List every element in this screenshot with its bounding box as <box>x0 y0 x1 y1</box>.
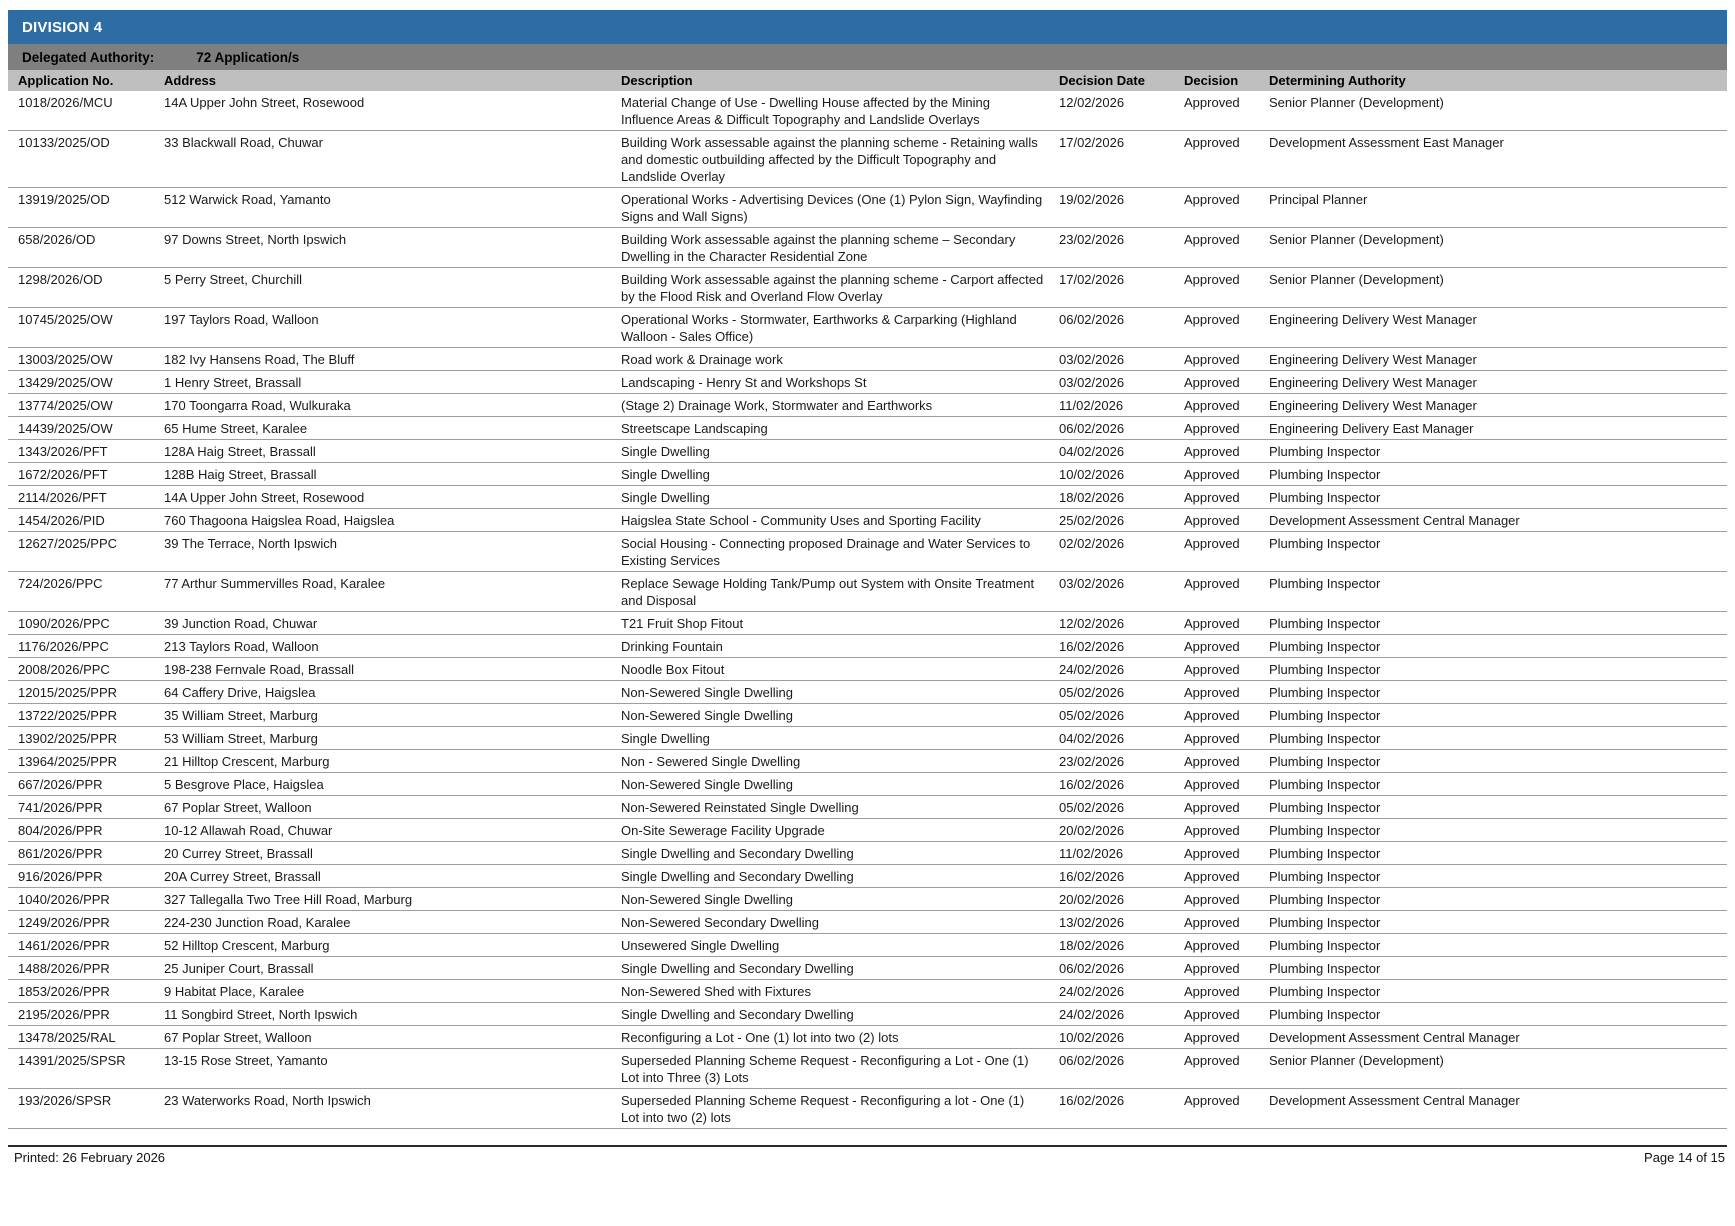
cell-authority: Development Assessment Central Manager <box>1263 1089 1727 1129</box>
cell-address: 213 Taylors Road, Walloon <box>158 635 615 658</box>
cell-description: Single Dwelling <box>615 727 1053 750</box>
cell-decision: Approved <box>1178 1003 1263 1026</box>
cell-address: 53 William Street, Marburg <box>158 727 615 750</box>
cell-app-no: 1461/2026/PPR <box>8 934 158 957</box>
cell-decision: Approved <box>1178 463 1263 486</box>
cell-address: 35 William Street, Marburg <box>158 704 615 727</box>
cell-authority: Plumbing Inspector <box>1263 842 1727 865</box>
cell-decision: Approved <box>1178 773 1263 796</box>
cell-decision: Approved <box>1178 727 1263 750</box>
cell-app-no: 12627/2025/PPC <box>8 532 158 572</box>
cell-description: Replace Sewage Holding Tank/Pump out System with Onsite Treatment and Disposal <box>615 572 1053 612</box>
table-row <box>8 371 1727 394</box>
cell-description: Building Work assessable against the planning scheme - Carport affected by the Flood Risk and Overland Flow Overlay <box>615 268 1053 308</box>
cell-address: 65 Hume Street, Karalee <box>158 417 615 440</box>
cell-description: Non-Sewered Single Dwelling <box>615 888 1053 911</box>
cell-authority: Plumbing Inspector <box>1263 750 1727 773</box>
cell-app-no: 1176/2026/PPC <box>8 635 158 658</box>
cell-address: 128A Haig Street, Brassall <box>158 440 615 463</box>
cell-address: 25 Juniper Court, Brassall <box>158 957 615 980</box>
cell-decision-date: 23/02/2026 <box>1053 750 1178 773</box>
table-row <box>8 957 1727 980</box>
cell-decision-date: 17/02/2026 <box>1053 131 1178 188</box>
cell-authority: Plumbing Inspector <box>1263 635 1727 658</box>
cell-description: Non-Sewered Single Dwelling <box>615 681 1053 704</box>
cell-app-no: 193/2026/SPSR <box>8 1089 158 1129</box>
cell-app-no: 1672/2026/PFT <box>8 463 158 486</box>
cell-description: Non - Sewered Single Dwelling <box>615 750 1053 773</box>
cell-decision-date: 24/02/2026 <box>1053 658 1178 681</box>
cell-description: Single Dwelling <box>615 440 1053 463</box>
table-row <box>8 773 1727 796</box>
cell-address: 77 Arthur Summervilles Road, Karalee <box>158 572 615 612</box>
cell-app-no: 14391/2025/SPSR <box>8 1049 158 1089</box>
cell-description: Superseded Planning Scheme Request - Reconfiguring a lot - One (1) Lot into two (2) lots <box>615 1089 1053 1129</box>
cell-app-no: 13722/2025/PPR <box>8 704 158 727</box>
cell-decision-date: 18/02/2026 <box>1053 486 1178 509</box>
cell-app-no: 741/2026/PPR <box>8 796 158 819</box>
cell-authority: Development Assessment Central Manager <box>1263 509 1727 532</box>
cell-authority: Plumbing Inspector <box>1263 704 1727 727</box>
cell-decision-date: 04/02/2026 <box>1053 727 1178 750</box>
cell-authority: Plumbing Inspector <box>1263 727 1727 750</box>
cell-authority: Plumbing Inspector <box>1263 819 1727 842</box>
footer-divider <box>8 1145 1727 1147</box>
cell-authority: Plumbing Inspector <box>1263 572 1727 612</box>
cell-decision-date: 05/02/2026 <box>1053 704 1178 727</box>
cell-authority: Plumbing Inspector <box>1263 911 1727 934</box>
cell-decision-date: 18/02/2026 <box>1053 934 1178 957</box>
cell-authority: Plumbing Inspector <box>1263 658 1727 681</box>
printed-date: Printed: 26 February 2026 <box>14 1150 166 1165</box>
cell-decision: Approved <box>1178 532 1263 572</box>
cell-address: 182 Ivy Hansens Road, The Bluff <box>158 348 615 371</box>
cell-authority: Development Assessment Central Manager <box>1263 1026 1727 1049</box>
table-row <box>8 612 1727 635</box>
division-header-bar <box>8 10 1727 44</box>
cell-decision: Approved <box>1178 934 1263 957</box>
cell-authority: Plumbing Inspector <box>1263 773 1727 796</box>
column-header-application-no: Application No. <box>8 70 158 91</box>
cell-app-no: 667/2026/PPR <box>8 773 158 796</box>
delegated-authority-bar <box>8 44 1727 70</box>
cell-description: Single Dwelling and Secondary Dwelling <box>615 1003 1053 1026</box>
cell-decision-date: 25/02/2026 <box>1053 509 1178 532</box>
table-row <box>8 888 1727 911</box>
cell-app-no: 13902/2025/PPR <box>8 727 158 750</box>
table-row <box>8 635 1727 658</box>
cell-authority: Plumbing Inspector <box>1263 681 1727 704</box>
page-number: Page 14 of 15 <box>1644 1150 1725 1165</box>
cell-decision: Approved <box>1178 1089 1263 1129</box>
cell-address: 20A Currey Street, Brassall <box>158 865 615 888</box>
cell-authority: Engineering Delivery West Manager <box>1263 348 1727 371</box>
cell-address: 14A Upper John Street, Rosewood <box>158 486 615 509</box>
cell-address: 198-238 Fernvale Road, Brassall <box>158 658 615 681</box>
cell-description: Unsewered Single Dwelling <box>615 934 1053 957</box>
cell-authority: Plumbing Inspector <box>1263 796 1727 819</box>
cell-description: Single Dwelling and Secondary Dwelling <box>615 865 1053 888</box>
cell-app-no: 1488/2026/PPR <box>8 957 158 980</box>
cell-authority: Engineering Delivery West Manager <box>1263 394 1727 417</box>
cell-decision: Approved <box>1178 509 1263 532</box>
cell-authority: Plumbing Inspector <box>1263 980 1727 1003</box>
cell-address: 512 Warwick Road, Yamanto <box>158 188 615 228</box>
delegated-authority-label: Delegated Authority: <box>22 50 155 65</box>
cell-address: 13-15 Rose Street, Yamanto <box>158 1049 615 1089</box>
cell-decision-date: 12/02/2026 <box>1059 95 1125 110</box>
cell-address: 760 Thagoona Haigslea Road, Haigslea <box>158 509 615 532</box>
cell-address: 197 Taylors Road, Walloon <box>158 308 615 348</box>
cell-decision-date: 11/02/2026 <box>1053 394 1178 417</box>
cell-authority: Engineering Delivery West Manager <box>1263 308 1727 348</box>
cell-app-no: 1040/2026/PPR <box>8 888 158 911</box>
table-row <box>8 1003 1727 1026</box>
cell-app-no: 724/2026/PPC <box>8 572 158 612</box>
cell-decision-date: 16/02/2026 <box>1053 865 1178 888</box>
cell-description: Operational Works - Advertising Devices (One (1) Pylon Sign, Wayfinding Signs and Wall Signs) <box>615 188 1053 228</box>
cell-app-no: 2195/2026/PPR <box>8 1003 158 1026</box>
cell-description: Non-Sewered Shed with Fixtures <box>615 980 1053 1003</box>
cell-decision: Approved <box>1178 796 1263 819</box>
table-row <box>8 394 1727 417</box>
cell-app-no: 1454/2026/PID <box>8 509 158 532</box>
cell-app-no: 916/2026/PPR <box>8 865 158 888</box>
cell-decision-date: 24/02/2026 <box>1053 980 1178 1003</box>
cell-address: 5 Besgrove Place, Haigslea <box>158 773 615 796</box>
table-row <box>8 1026 1727 1049</box>
cell-address: 5 Perry Street, Churchill <box>158 268 615 308</box>
cell-description: On-Site Sewerage Facility Upgrade <box>615 819 1053 842</box>
cell-description: Non-Sewered Secondary Dwelling <box>615 911 1053 934</box>
table-row <box>8 1049 1727 1089</box>
cell-address: 170 Toongarra Road, Wulkuraka <box>158 394 615 417</box>
cell-app-no: 861/2026/PPR <box>8 842 158 865</box>
cell-authority: Plumbing Inspector <box>1263 463 1727 486</box>
cell-decision-date: 11/02/2026 <box>1053 842 1178 865</box>
cell-decision-date: 20/02/2026 <box>1053 888 1178 911</box>
cell-authority: Engineering Delivery West Manager <box>1263 371 1727 394</box>
division-title: DIVISION 4 <box>22 19 103 36</box>
table-row <box>8 842 1727 865</box>
cell-app-no: 1343/2026/PFT <box>8 440 158 463</box>
cell-authority: Senior Planner (Development) <box>1269 95 1444 110</box>
cell-decision: Approved <box>1178 131 1263 188</box>
cell-decision-date: 05/02/2026 <box>1053 796 1178 819</box>
cell-address: 39 Junction Road, Chuwar <box>158 612 615 635</box>
table-row <box>8 865 1727 888</box>
table-row <box>8 91 1727 131</box>
table-row <box>8 532 1727 572</box>
cell-app-no: 2114/2026/PFT <box>8 486 158 509</box>
table-row <box>8 131 1727 188</box>
table-row <box>8 228 1727 268</box>
cell-decision: Approved <box>1184 95 1240 110</box>
table-row <box>8 486 1727 509</box>
cell-decision: Approved <box>1178 228 1263 268</box>
cell-app-no: 12015/2025/PPR <box>8 681 158 704</box>
cell-decision-date: 23/02/2026 <box>1053 228 1178 268</box>
cell-app-no: 13478/2025/RAL <box>8 1026 158 1049</box>
cell-authority: Plumbing Inspector <box>1263 532 1727 572</box>
table-row <box>8 980 1727 1003</box>
cell-decision-date: 16/02/2026 <box>1053 635 1178 658</box>
cell-description: Reconfiguring a Lot - One (1) lot into two (2) lots <box>615 1026 1053 1049</box>
cell-decision-date: 10/02/2026 <box>1053 463 1178 486</box>
table-row <box>8 348 1727 371</box>
cell-decision: Approved <box>1178 957 1263 980</box>
cell-address: 33 Blackwall Road, Chuwar <box>158 131 615 188</box>
cell-decision: Approved <box>1178 1026 1263 1049</box>
cell-app-no: 13003/2025/OW <box>8 348 158 371</box>
cell-description: Road work & Drainage work <box>615 348 1053 371</box>
table-row <box>8 308 1727 348</box>
cell-address: 64 Caffery Drive, Haigslea <box>158 681 615 704</box>
cell-decision-date: 19/02/2026 <box>1053 188 1178 228</box>
cell-description: Building Work assessable against the planning scheme - Retaining walls and domestic outbuilding affected by the Difficult Topography and Landslide Overlay <box>615 131 1053 188</box>
table-row <box>8 268 1727 308</box>
cell-description: Streetscape Landscaping <box>615 417 1053 440</box>
cell-decision-date: 06/02/2026 <box>1053 417 1178 440</box>
column-header-decision-date: Decision Date <box>1053 70 1178 91</box>
page-footer <box>14 1150 1725 1165</box>
cell-app-no: 13964/2025/PPR <box>8 750 158 773</box>
table-row <box>8 440 1727 463</box>
cell-description: Building Work assessable against the planning scheme – Secondary Dwelling in the Character Residential Zone <box>615 228 1053 268</box>
cell-decision: Approved <box>1178 486 1263 509</box>
cell-address: 97 Downs Street, North Ipswich <box>158 228 615 268</box>
cell-authority: Plumbing Inspector <box>1263 865 1727 888</box>
cell-address: 224-230 Junction Road, Karalee <box>158 911 615 934</box>
cell-description: Landscaping - Henry St and Workshops St <box>615 371 1053 394</box>
cell-authority: Plumbing Inspector <box>1263 934 1727 957</box>
cell-decision: Approved <box>1178 865 1263 888</box>
cell-address: 52 Hilltop Crescent, Marburg <box>158 934 615 957</box>
cell-address: 9 Habitat Place, Karalee <box>158 980 615 1003</box>
cell-address: 1 Henry Street, Brassall <box>158 371 615 394</box>
cell-decision: Approved <box>1178 1049 1263 1089</box>
table-row <box>8 681 1727 704</box>
cell-decision-date: 03/02/2026 <box>1053 348 1178 371</box>
column-header-decision: Decision <box>1178 70 1263 91</box>
table-row <box>8 819 1727 842</box>
cell-address: 67 Poplar Street, Walloon <box>158 1026 615 1049</box>
table-row <box>8 658 1727 681</box>
cell-decision: Approved <box>1178 888 1263 911</box>
cell-decision-date: 17/02/2026 <box>1053 268 1178 308</box>
cell-decision: Approved <box>1178 658 1263 681</box>
cell-description: Social Housing - Connecting proposed Drainage and Water Services to Existing Services <box>615 532 1053 572</box>
cell-decision-date: 20/02/2026 <box>1053 819 1178 842</box>
cell-decision: Approved <box>1178 188 1263 228</box>
cell-decision-date: 04/02/2026 <box>1053 440 1178 463</box>
cell-authority: Senior Planner (Development) <box>1263 1049 1727 1089</box>
cell-decision-date: 05/02/2026 <box>1053 681 1178 704</box>
cell-address: 10-12 Allawah Road, Chuwar <box>158 819 615 842</box>
cell-address: 14A Upper John Street, Rosewood <box>164 95 365 110</box>
cell-description: Single Dwelling <box>615 486 1053 509</box>
table-row <box>8 417 1727 440</box>
table-row <box>8 796 1727 819</box>
cell-decision-date: 13/02/2026 <box>1053 911 1178 934</box>
table-row <box>8 509 1727 532</box>
cell-description: Single Dwelling and Secondary Dwelling <box>615 842 1053 865</box>
table-row <box>8 463 1727 486</box>
cell-address: 11 Songbird Street, North Ipswich <box>158 1003 615 1026</box>
cell-app-no: 1090/2026/PPC <box>8 612 158 635</box>
cell-address: 327 Tallegalla Two Tree Hill Road, Marburg <box>158 888 615 911</box>
cell-authority: Principal Planner <box>1263 188 1727 228</box>
cell-authority: Plumbing Inspector <box>1263 486 1727 509</box>
cell-address: 20 Currey Street, Brassall <box>158 842 615 865</box>
table-row <box>8 572 1727 612</box>
cell-decision: Approved <box>1178 308 1263 348</box>
cell-decision-date: 06/02/2026 <box>1053 957 1178 980</box>
cell-description: Superseded Planning Scheme Request - Reconfiguring a Lot - One (1) Lot into Three (3) Lots <box>615 1049 1053 1089</box>
cell-address: 67 Poplar Street, Walloon <box>158 796 615 819</box>
table-row <box>8 911 1727 934</box>
cell-decision: Approved <box>1178 440 1263 463</box>
cell-decision: Approved <box>1178 842 1263 865</box>
cell-address: 23 Waterworks Road, North Ipswich <box>158 1089 615 1129</box>
cell-decision-date: 16/02/2026 <box>1053 1089 1178 1129</box>
cell-description: Non-Sewered Single Dwelling <box>615 773 1053 796</box>
cell-authority: Plumbing Inspector <box>1263 612 1727 635</box>
cell-description: Single Dwelling <box>615 463 1053 486</box>
column-header-description: Description <box>615 70 1053 91</box>
cell-app-no: 658/2026/OD <box>8 228 158 268</box>
cell-decision-date: 02/02/2026 <box>1053 532 1178 572</box>
cell-description: Noodle Box Fitout <box>615 658 1053 681</box>
cell-authority: Plumbing Inspector <box>1263 440 1727 463</box>
table-row <box>8 1089 1727 1129</box>
cell-authority: Senior Planner (Development) <box>1263 228 1727 268</box>
cell-decision: Approved <box>1178 612 1263 635</box>
cell-description: Operational Works - Stormwater, Earthworks & Carparking (Highland Walloon - Sales Office) <box>615 308 1053 348</box>
cell-authority: Engineering Delivery East Manager <box>1263 417 1727 440</box>
cell-decision-date: 12/02/2026 <box>1053 612 1178 635</box>
cell-description: (Stage 2) Drainage Work, Stormwater and Earthworks <box>615 394 1053 417</box>
cell-decision: Approved <box>1178 819 1263 842</box>
cell-description: Drinking Fountain <box>615 635 1053 658</box>
cell-description: Single Dwelling and Secondary Dwelling <box>615 957 1053 980</box>
cell-authority: Plumbing Inspector <box>1263 888 1727 911</box>
cell-authority: Development Assessment East Manager <box>1263 131 1727 188</box>
cell-decision: Approved <box>1178 681 1263 704</box>
cell-description: T21 Fruit Shop Fitout <box>615 612 1053 635</box>
cell-app-no: 1018/2026/MCU <box>18 95 113 110</box>
cell-decision: Approved <box>1178 371 1263 394</box>
cell-decision: Approved <box>1178 704 1263 727</box>
cell-decision-date: 16/02/2026 <box>1053 773 1178 796</box>
cell-address: 21 Hilltop Crescent, Marburg <box>158 750 615 773</box>
cell-app-no: 1298/2026/OD <box>8 268 158 308</box>
cell-decision: Approved <box>1178 268 1263 308</box>
cell-decision-date: 10/02/2026 <box>1053 1026 1178 1049</box>
table-row <box>8 704 1727 727</box>
column-header-address: Address <box>158 70 615 91</box>
applications-table <box>8 70 1727 1129</box>
cell-app-no: 1249/2026/PPR <box>8 911 158 934</box>
cell-app-no: 10133/2025/OD <box>8 131 158 188</box>
cell-app-no: 2008/2026/PPC <box>8 658 158 681</box>
cell-app-no: 804/2026/PPR <box>8 819 158 842</box>
cell-decision: Approved <box>1178 572 1263 612</box>
cell-description: Non-Sewered Single Dwelling <box>615 704 1053 727</box>
cell-decision-date: 06/02/2026 <box>1053 1049 1178 1089</box>
cell-app-no: 13429/2025/OW <box>8 371 158 394</box>
cell-decision-date: 03/02/2026 <box>1053 371 1178 394</box>
table-row <box>8 934 1727 957</box>
cell-authority: Senior Planner (Development) <box>1263 268 1727 308</box>
cell-app-no: 13774/2025/OW <box>8 394 158 417</box>
cell-decision: Approved <box>1178 750 1263 773</box>
cell-decision: Approved <box>1178 635 1263 658</box>
cell-authority: Plumbing Inspector <box>1263 957 1727 980</box>
cell-authority: Plumbing Inspector <box>1263 1003 1727 1026</box>
cell-decision-date: 06/02/2026 <box>1053 308 1178 348</box>
table-row <box>8 750 1727 773</box>
cell-description: Non-Sewered Reinstated Single Dwelling <box>615 796 1053 819</box>
cell-address: 128B Haig Street, Brassall <box>158 463 615 486</box>
cell-decision: Approved <box>1178 394 1263 417</box>
column-header-row <box>8 70 1727 91</box>
table-row <box>8 188 1727 228</box>
cell-decision-date: 24/02/2026 <box>1053 1003 1178 1026</box>
cell-decision: Approved <box>1178 417 1263 440</box>
application-count: 72 Application/s <box>196 50 300 65</box>
cell-decision: Approved <box>1178 348 1263 371</box>
cell-app-no: 1853/2026/PPR <box>8 980 158 1003</box>
cell-app-no: 10745/2025/OW <box>8 308 158 348</box>
cell-decision: Approved <box>1178 911 1263 934</box>
cell-app-no: 14439/2025/OW <box>8 417 158 440</box>
cell-app-no: 13919/2025/OD <box>8 188 158 228</box>
table-row <box>8 727 1727 750</box>
cell-description: Material Change of Use - Dwelling House affected by the Mining Influence Areas & Difficult Topography and Landslide Overlays <box>621 95 991 127</box>
cell-description: Haigslea State School - Community Uses and Sporting Facility <box>615 509 1053 532</box>
cell-decision: Approved <box>1178 980 1263 1003</box>
cell-address: 39 The Terrace, North Ipswich <box>158 532 615 572</box>
cell-decision-date: 03/02/2026 <box>1053 572 1178 612</box>
column-header-determining-authority: Determining Authority <box>1263 70 1727 91</box>
